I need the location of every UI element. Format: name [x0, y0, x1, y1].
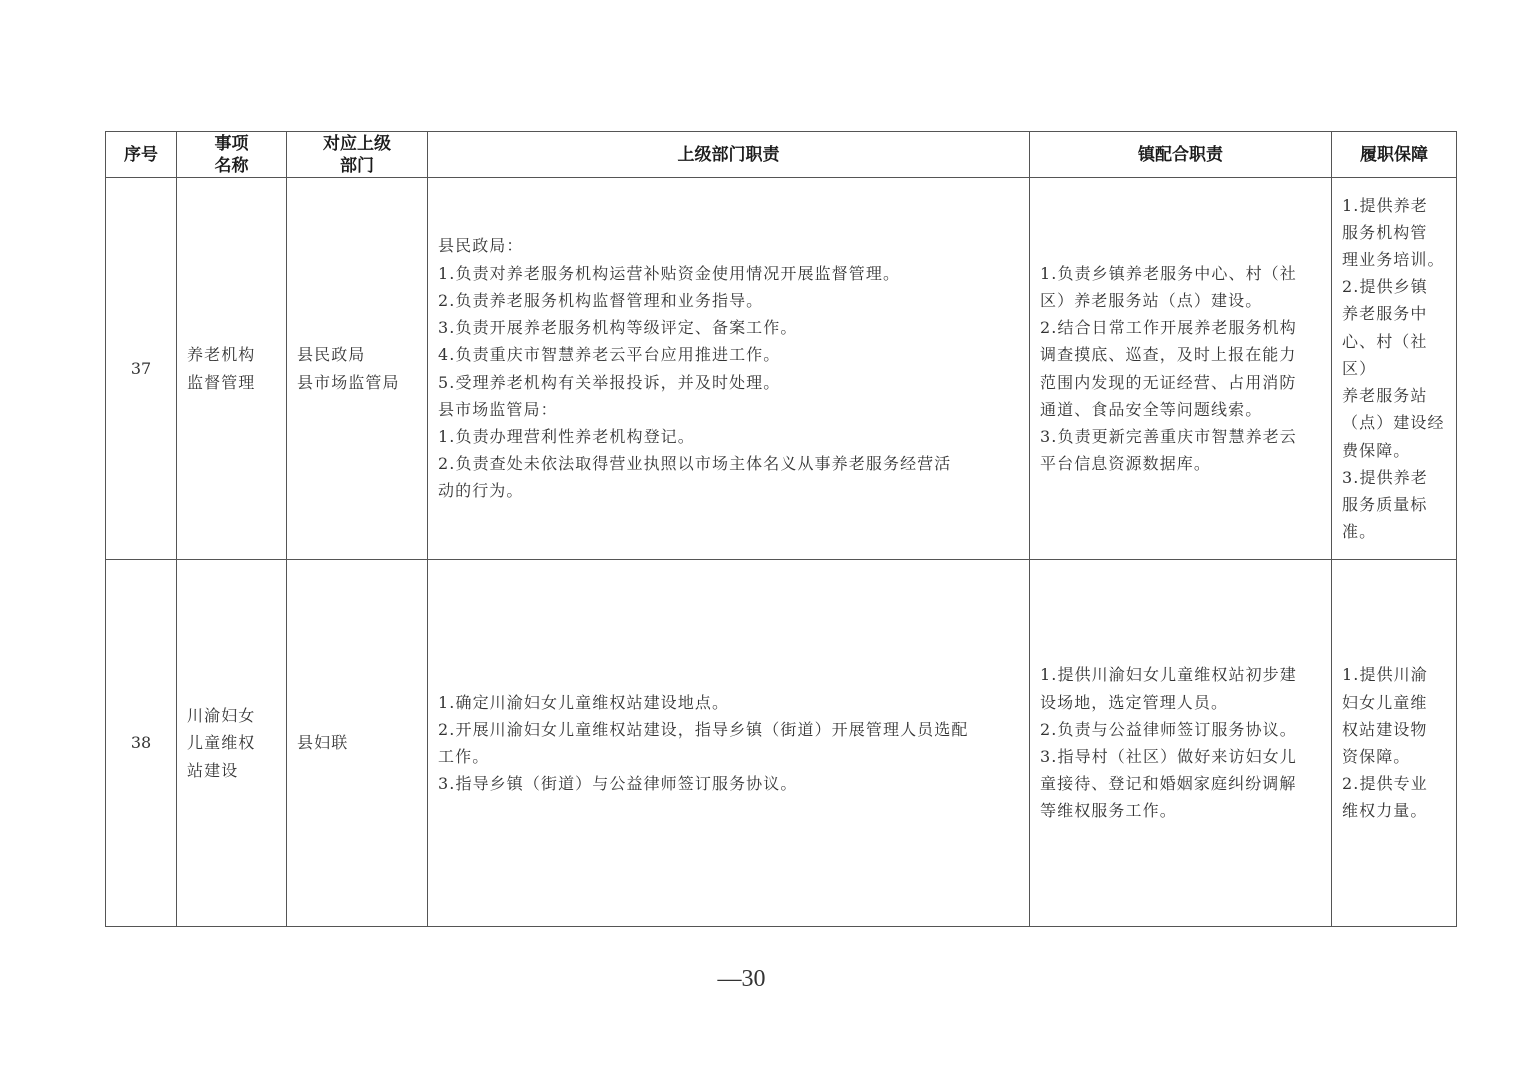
header-item-name: 事项 名称: [177, 132, 287, 178]
superior-dept-cell: 县妇联: [287, 560, 428, 927]
superior-duty-cell: 1.确定川渝妇女儿童维权站建设地点。 2.开展川渝妇女儿童维权站建设，指导乡镇（街道）开展管理人员选配 工作。 3.指导乡镇（街道）与公益律师签订服务协议。: [428, 560, 1030, 927]
row-number: 37: [106, 178, 177, 560]
header-superior-duty: 上级部门职责: [428, 132, 1030, 178]
row-number: 38: [106, 560, 177, 927]
superior-duty-cell: 县民政局： 1.负责对养老服务机构运营补贴资金使用情况开展监督管理。 2.负责养老服务机构监督管理和业务指导。 3.负责开展养老服务机构等级评定、备案工作。 4.负责重庆市智慧养老云平台应用推进工作。 5.受理养老机构有关举报投诉，并及时处理。 县市场监管局： 1.负责办理营利性养老机构登记。 2.负责查处未依法取得营业执照以市场主体名义从事养老服务经营活 动的行为。: [428, 178, 1030, 560]
town-duty-cell: 1.提供川渝妇女儿童维权站初步建 设场地，选定管理人员。 2.负责与公益律师签订服务协议。 3.指导村（社区）做好来访妇女儿 童接待、登记和婚姻家庭纠纷调解 等维权服务工作。: [1030, 560, 1332, 927]
superior-dept-cell: 县民政局 县市场监管局: [287, 178, 428, 560]
header-superior-dept: 对应上级 部门: [287, 132, 428, 178]
page-number: —30: [717, 966, 766, 992]
header-town-duty: 镇配合职责: [1030, 132, 1332, 178]
item-name-cell: 川渝妇女 儿童维权 站建设: [177, 560, 287, 927]
guarantee-cell: 1.提供养老 服务机构管 理业务培训。 2.提供乡镇 养老服务中 心、村（社区） 养老服务站 （点）建设经 费保障。 3.提供养老 服务质量标 准。: [1332, 178, 1457, 560]
duty-table: [105, 131, 1457, 927]
header-seq: 序号: [106, 132, 177, 178]
item-name-cell: 养老机构 监督管理: [177, 178, 287, 560]
header-guarantee: 履职保障: [1332, 132, 1457, 178]
table-row: [106, 178, 1457, 560]
table-row: [106, 560, 1457, 927]
guarantee-cell: 1.提供川渝 妇女儿童维 权站建设物 资保障。 2.提供专业 维权力量。: [1332, 560, 1457, 927]
header-row: [106, 132, 1457, 178]
town-duty-cell: 1.负责乡镇养老服务中心、村（社 区）养老服务站（点）建设。 2.结合日常工作开展养老服务机构 调查摸底、巡查，及时上报在能力 范围内发现的无证经营、占用消防 通道、食品安全等问题线索。 3.负责更新完善重庆市智慧养老云 平台信息资源数据库。: [1030, 178, 1332, 560]
